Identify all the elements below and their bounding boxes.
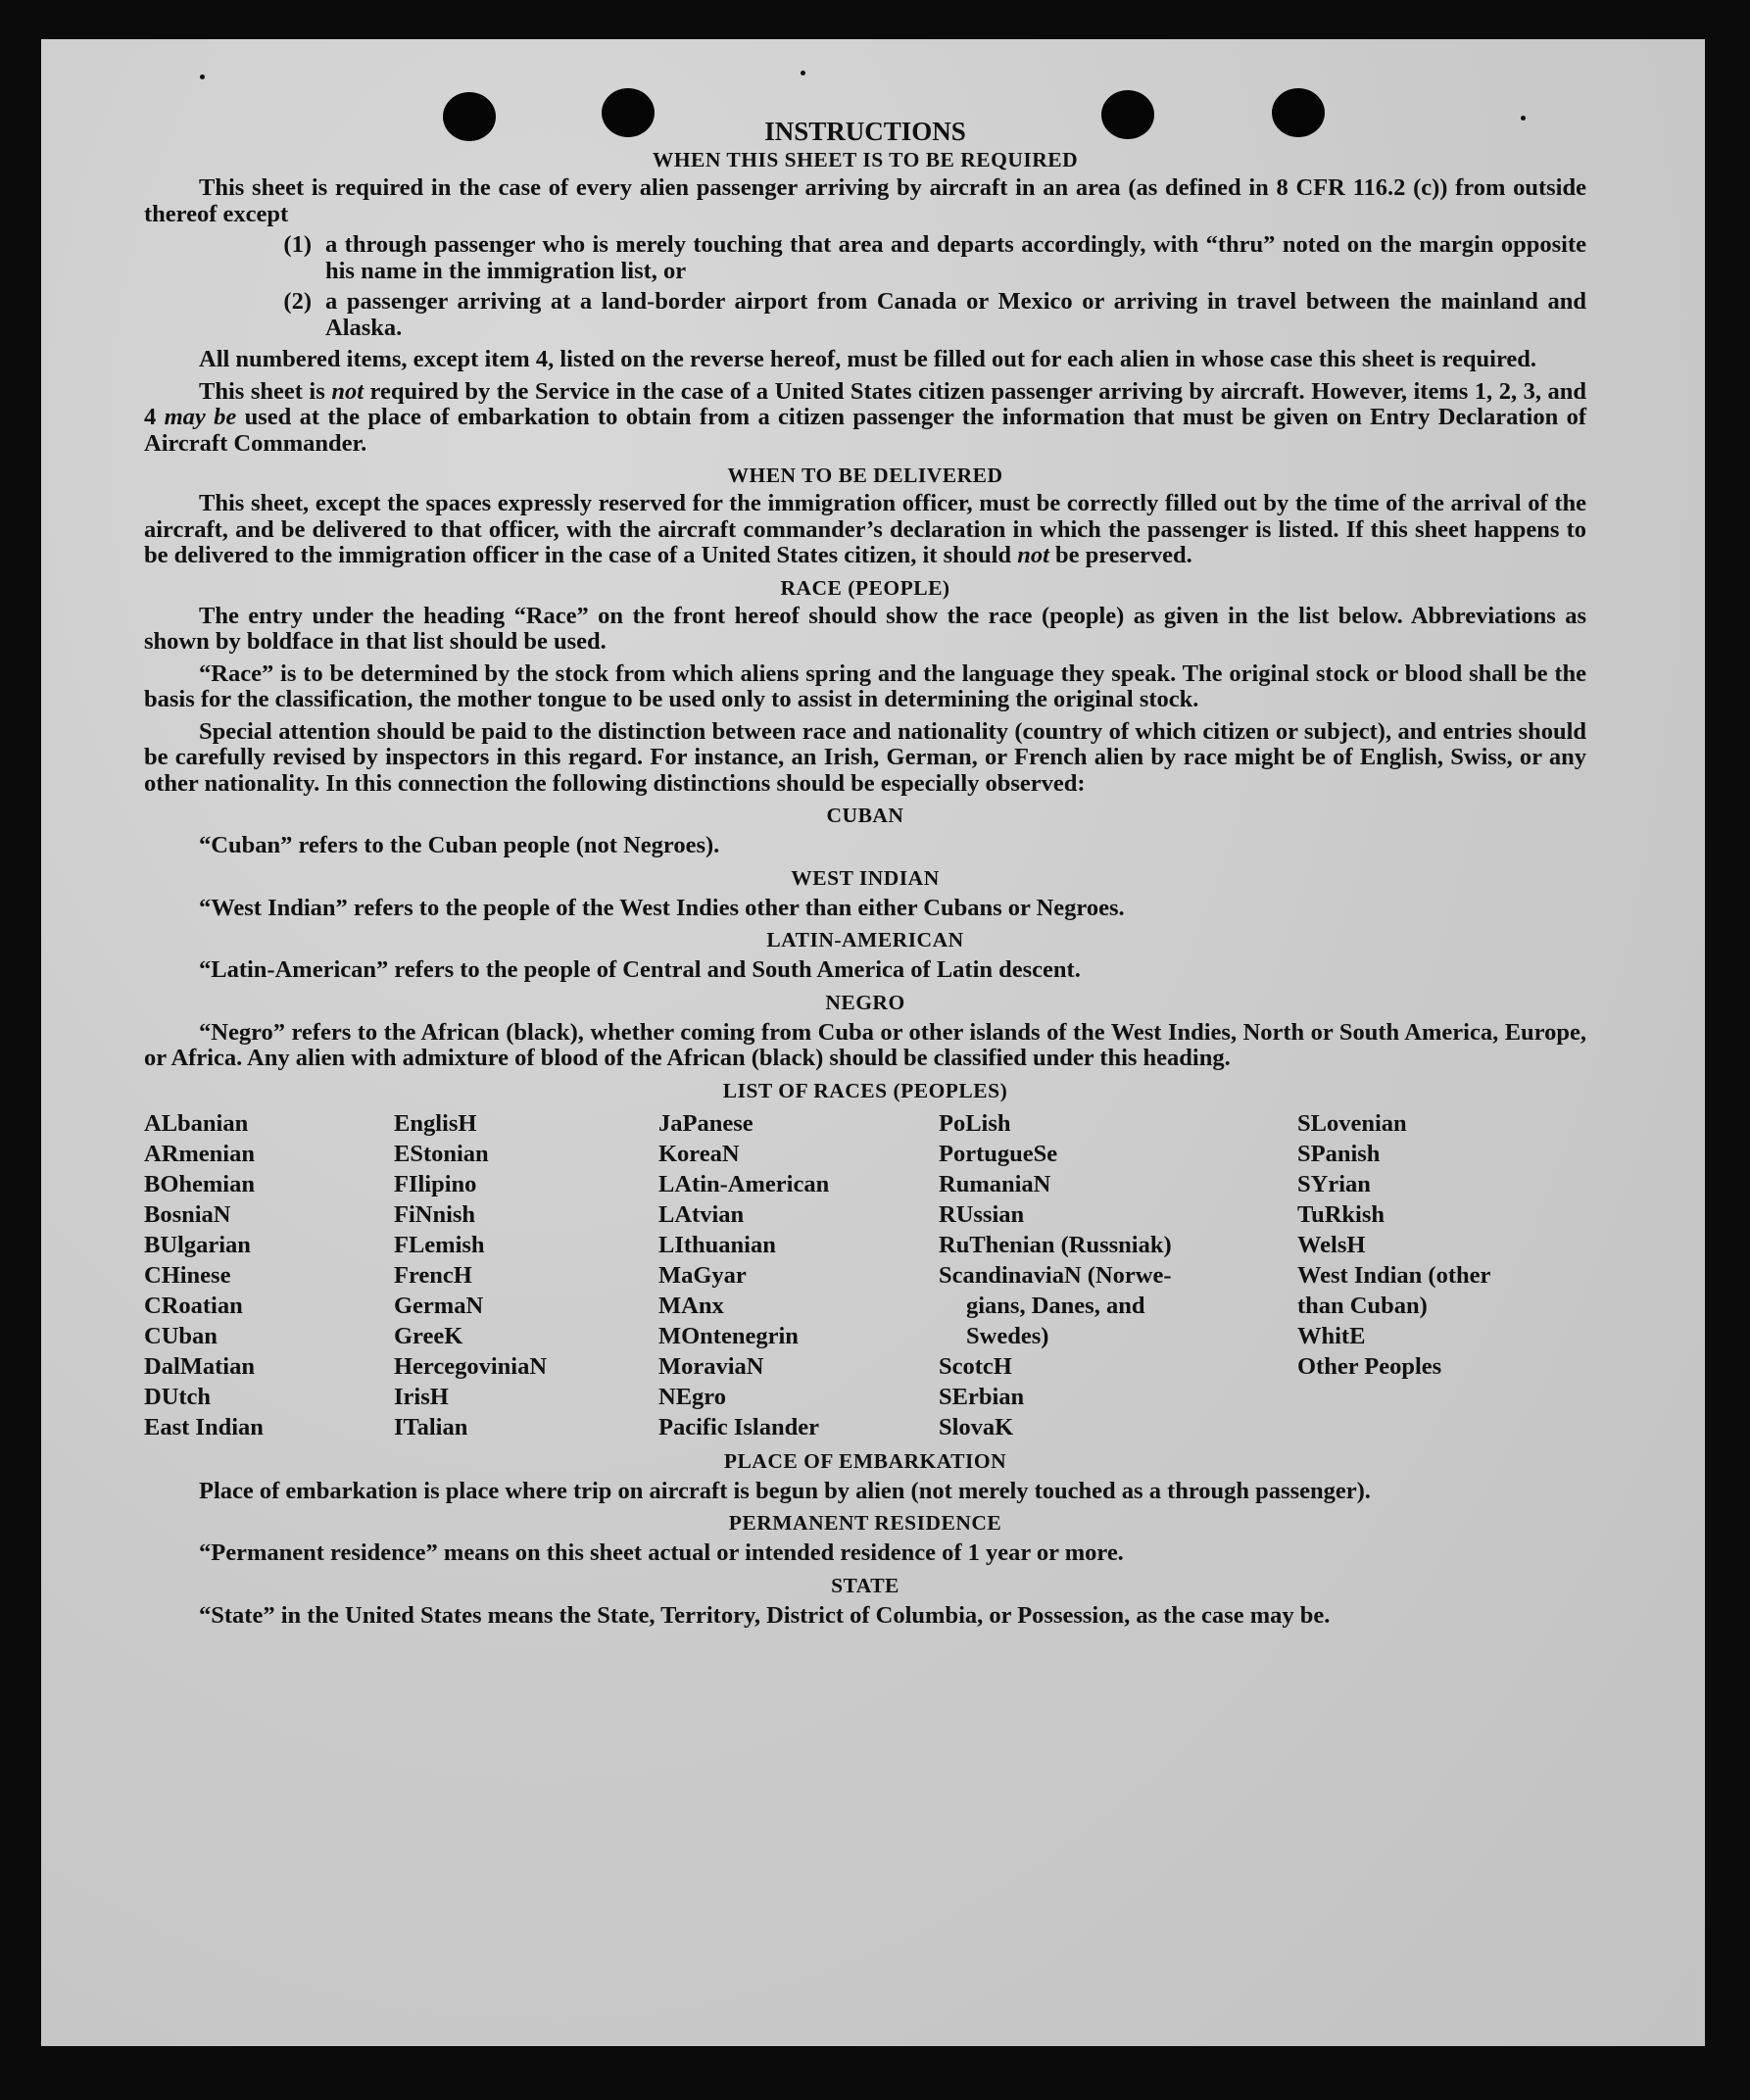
race-entry: CHinese bbox=[144, 1261, 231, 1289]
race-entry: FLemish bbox=[394, 1231, 485, 1258]
race-entry: ScandinaviaN (Norwe- bbox=[939, 1261, 1172, 1289]
citizen-text-c: used at the place of embarkation to obtain from a citizen passenger the information that must be given on Entry Declaration of Aircraft Commander. bbox=[144, 404, 1586, 457]
race-entry: ITalian bbox=[394, 1413, 468, 1441]
race-column bbox=[939, 1108, 1297, 1442]
race-column bbox=[144, 1108, 394, 1442]
race-list bbox=[144, 1108, 1586, 1442]
race-entry: RumaniaN bbox=[939, 1170, 1051, 1197]
delivered-text-b: be preserved. bbox=[1048, 542, 1192, 568]
race-entry: MAnx bbox=[658, 1292, 724, 1319]
race-entry: RuThenian (Russniak) bbox=[939, 1231, 1172, 1258]
heading-latin-american: LATIN-AMERICAN bbox=[766, 928, 964, 952]
race-entry: ARmenian bbox=[144, 1140, 255, 1167]
race-entry: MaGyar bbox=[658, 1261, 747, 1289]
race-entry: RUssian bbox=[939, 1200, 1025, 1228]
race-entry: LAtin-American bbox=[658, 1170, 830, 1197]
citizen-text-not: not bbox=[331, 377, 364, 405]
race-paragraph-2: “Race” is to be determined by the stock from which aliens spring and the language they speak. The original stock or blood shall be the basis for the classification, the mother tongue to be used only to assist in determining the original stock. bbox=[144, 659, 1586, 712]
race-entry: EnglisH bbox=[394, 1109, 477, 1137]
race-entry: SlovaK bbox=[939, 1413, 1014, 1441]
race-entry: MOntenegrin bbox=[658, 1322, 799, 1349]
race-entry: FrencH bbox=[394, 1261, 472, 1289]
delivered-text-not: not bbox=[1017, 542, 1049, 568]
race-entry: SErbian bbox=[939, 1383, 1025, 1410]
race-paragraph-3: Special attention should be paid to the distinction between race and nationality (country of which citizen or subject), and entries should be carefully revised by inspectors in this regard. For instance, an Irish, German, or French alien by race might be of English, Swiss, or any other nationality. In this connection the following distinctions should be especially observed: bbox=[144, 717, 1586, 797]
race-paragraph-1: The entry under the heading “Race” on the front hereof should show the race (people) as given in the list below. Abbreviations as shown by boldface in that list should be used. bbox=[144, 602, 1586, 655]
negro-definition: “Negro” refers to the African (black), whether coming from Cuba or other islands of the West Indies, North or South America, Europe, or Africa. Any alien with admixture of blood of the African (black) should be classified under this heading. bbox=[144, 1018, 1586, 1071]
heading-negro: NEGRO bbox=[825, 990, 905, 1014]
state-definition: “State” in the United States means the State, Territory, District of Columbia, or Possession, as the case may be. bbox=[199, 1601, 1331, 1629]
race-entry: TuRkish bbox=[1297, 1200, 1385, 1228]
race-column bbox=[1297, 1108, 1586, 1442]
race-entry: LAtvian bbox=[658, 1200, 745, 1228]
race-entry: IrisH bbox=[394, 1383, 449, 1410]
citizen-paragraph bbox=[144, 379, 1586, 458]
race-entry: GermaN bbox=[394, 1292, 484, 1319]
heading-cuban: CUBAN bbox=[826, 804, 904, 827]
exception-item-1 bbox=[144, 232, 1586, 284]
latin-american-definition: “Latin-American” refers to the people of Central and South America of Latin descent. bbox=[199, 956, 1081, 983]
race-entry: FIlipino bbox=[394, 1170, 477, 1197]
race-entry: KoreaN bbox=[658, 1140, 740, 1167]
race-entry: BUlgarian bbox=[144, 1231, 251, 1258]
race-entry: CRoatian bbox=[144, 1292, 243, 1319]
heading-race: RACE (PEOPLE) bbox=[780, 575, 950, 600]
race-entry: EStonian bbox=[394, 1140, 489, 1167]
race-entry: SYrian bbox=[1297, 1170, 1371, 1197]
exception-number: (2) bbox=[283, 288, 312, 315]
exception-item-2 bbox=[144, 289, 1586, 341]
exception-number: (1) bbox=[283, 231, 312, 258]
heading-permanent-residence: PERMANENT RESIDENCE bbox=[728, 1511, 1002, 1535]
race-entry: Pacific Islander bbox=[658, 1413, 819, 1441]
race-entry-continued: gians, Danes, and bbox=[966, 1292, 1145, 1319]
race-entry: DalMatian bbox=[144, 1352, 255, 1380]
heading-state: STATE bbox=[831, 1573, 899, 1597]
paper-speck bbox=[200, 74, 205, 79]
page-title: INSTRUCTIONS bbox=[764, 117, 966, 146]
residence-definition: “Permanent residence” means on this sheet actual or intended residence of 1 year or more. bbox=[199, 1539, 1124, 1566]
paper-speck bbox=[801, 71, 805, 75]
race-entry: WelsH bbox=[1297, 1231, 1366, 1258]
numbered-items-paragraph: All numbered items, except item 4, listed on the reverse hereof, must be filled out for each alien in whose case this sheet is required. bbox=[199, 346, 1537, 372]
race-entry: MoraviaN bbox=[658, 1352, 764, 1380]
heading-embarkation: PLACE OF EMBARKATION bbox=[723, 1448, 1007, 1473]
delivered-paragraph bbox=[144, 491, 1586, 569]
race-column bbox=[658, 1108, 939, 1442]
heading-west-indian: WEST INDIAN bbox=[791, 865, 940, 890]
heading-when-required: WHEN THIS SHEET IS TO BE REQUIRED bbox=[652, 148, 1079, 171]
race-entry: HercegoviniaN bbox=[394, 1352, 548, 1380]
race-entry: DUtch bbox=[144, 1383, 212, 1410]
race-entry: BOhemian bbox=[144, 1170, 255, 1197]
race-entry: ScotcH bbox=[939, 1352, 1012, 1380]
race-entry: SPanish bbox=[1297, 1140, 1381, 1167]
race-entry: JaPanese bbox=[658, 1109, 753, 1137]
race-entry: WhitE bbox=[1297, 1322, 1366, 1349]
exception-text: a through passenger who is merely touching that area and departs accordingly, with “thru” noted on the margin opposite his name in the immigration list, or bbox=[325, 231, 1586, 284]
citizen-text-maybe: may be bbox=[164, 404, 237, 430]
exception-text: a passenger arriving at a land-border airport from Canada or Mexico or arriving in travel between the mainland and Alaska. bbox=[325, 288, 1586, 341]
race-entry: GreeK bbox=[394, 1322, 463, 1349]
race-entry: LIthuanian bbox=[658, 1231, 776, 1258]
race-entry-continued: than Cuban) bbox=[1297, 1292, 1428, 1319]
citizen-text-a: This sheet is bbox=[199, 377, 332, 405]
race-entry: East Indian bbox=[144, 1413, 264, 1441]
instructions-content bbox=[144, 116, 1586, 1629]
race-entry: BosniaN bbox=[144, 1200, 231, 1228]
race-entry: ALbanian bbox=[144, 1109, 249, 1137]
heading-when-delivered: WHEN TO BE DELIVERED bbox=[727, 464, 1003, 487]
west-indian-definition: “West Indian” refers to the people of the West Indies other than either Cubans or Negroes. bbox=[199, 894, 1125, 921]
race-entry-continued: Swedes) bbox=[966, 1322, 1049, 1349]
race-entry: PoLish bbox=[939, 1109, 1011, 1137]
race-entry: FiNnish bbox=[394, 1200, 476, 1228]
race-entry: CUban bbox=[144, 1322, 218, 1349]
race-column bbox=[394, 1108, 658, 1442]
embarkation-definition: Place of embarkation is place where trip on aircraft is begun by alien (not merely touched as a through passenger). bbox=[199, 1477, 1371, 1504]
race-entry: PortugueSe bbox=[939, 1140, 1058, 1167]
race-entry: NEgro bbox=[658, 1383, 726, 1410]
race-entry: West Indian (other bbox=[1297, 1261, 1491, 1289]
citizen-text-b: required by the Service in the case of a United States citizen passenger arriving by aircraft. However, items 1, 2, 3, and 4 bbox=[144, 377, 1587, 430]
race-entry: Other Peoples bbox=[1297, 1352, 1442, 1380]
heading-list-of-races: LIST OF RACES (PEOPLES) bbox=[722, 1078, 1008, 1102]
document-sheet bbox=[41, 39, 1705, 2046]
race-entry: SLovenian bbox=[1297, 1109, 1407, 1137]
delivered-text-a: This sheet, except the spaces expressly reserved for the immigration officer, must be correctly filled out by the time of the arrival of the aircraft, and be delivered to that officer, with the aircraft commander’s declaration in which the passenger is listed. If this sheet happens to be delivered to the immigration officer in the case of a United States citizen, it should bbox=[144, 490, 1586, 568]
cuban-definition: “Cuban” refers to the Cuban people (not Negroes). bbox=[199, 832, 720, 858]
when-required-intro: This sheet is required in the case of every alien passenger arriving by aircraft in an area (as defined in 8 CFR 116.2 (c)) from outside thereof except bbox=[144, 174, 1586, 227]
